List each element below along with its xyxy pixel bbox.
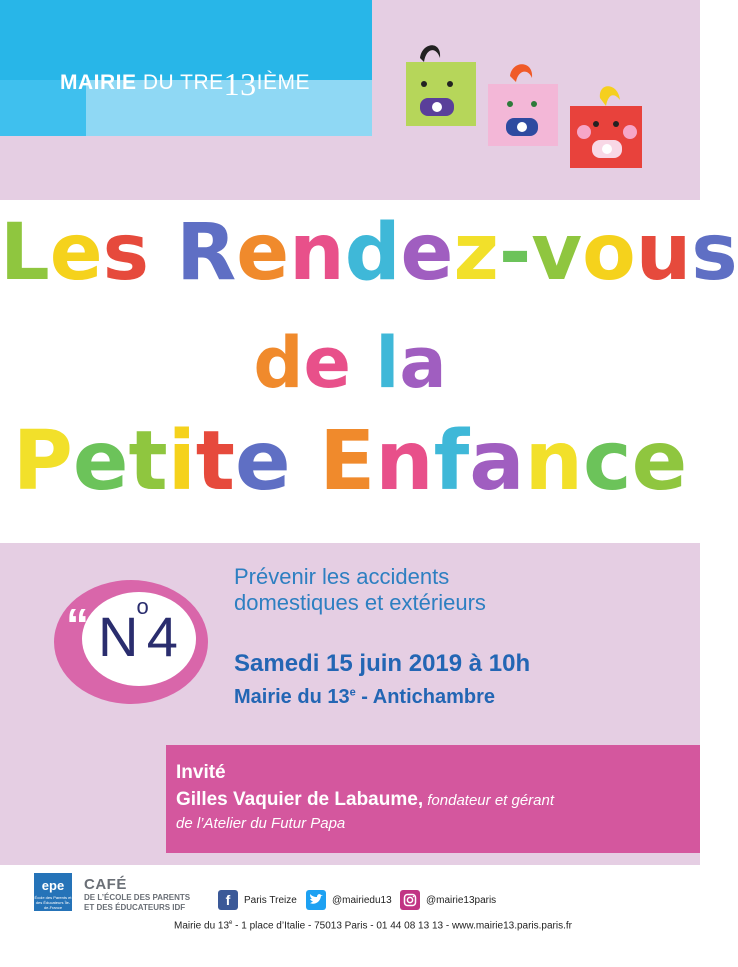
issue-number: $N^o4$ — [98, 594, 176, 668]
title-letter: d — [253, 322, 304, 404]
guest-role: de l’Atelier du Futur Papa — [176, 815, 346, 832]
instagram-link[interactable]: @mairie13paris — [400, 890, 496, 910]
baby-red-icon — [568, 80, 648, 170]
title-letter: P — [12, 414, 73, 509]
title-letter — [351, 322, 375, 404]
title-letter — [149, 208, 176, 298]
title-letter: s — [691, 208, 738, 298]
title-letter: l — [375, 322, 400, 404]
event-place: Mairie du 13e - Antichambre — [234, 686, 496, 708]
title-line-3 — [0, 414, 700, 509]
title-letter: t — [128, 414, 168, 509]
title-letter: n — [289, 208, 345, 298]
title-letter: e — [303, 322, 351, 404]
address-line: Mairie du 13e - 1 place d’Italie - 75013 Paris - 01 44 08 13 13 - www.mairie13.paris.paris.fr — [174, 920, 572, 932]
title-letter: z — [453, 208, 499, 298]
title-letter: d — [344, 208, 401, 298]
title-letter: e — [72, 414, 129, 509]
mairie-logo: MAIRIE DU TRE13IÈME — [60, 66, 310, 102]
guest-name: Gilles Vaquier de Labaume, fondateur et gérant — [176, 789, 555, 810]
title-letter: - — [498, 208, 532, 298]
title-letter: e — [235, 414, 291, 509]
title-letter: c — [583, 414, 632, 509]
guest-heading: Invité — [176, 762, 226, 783]
title-letter: L — [0, 208, 50, 298]
title-line-2 — [0, 322, 700, 404]
event-date: Samedi 15 juin 2019 à 10h — [234, 650, 531, 677]
twitter-link[interactable]: @mairiedu13 — [306, 890, 392, 910]
title-letter: a — [469, 414, 525, 509]
instagram-icon — [400, 890, 420, 910]
title-letter: t — [195, 414, 235, 509]
title-letter: E — [319, 414, 376, 509]
title-letter: u — [635, 208, 692, 298]
title-letter: n — [524, 414, 584, 509]
subject-line-2: domestiques et extérieurs — [234, 590, 486, 615]
quote-mark-icon: “ — [66, 599, 89, 651]
title-letter — [291, 414, 320, 509]
title-letter: f — [433, 414, 470, 509]
facebook-icon: f — [218, 890, 238, 910]
subject-line-1: Prévenir les accidents — [234, 564, 450, 589]
title-letter: n — [375, 414, 434, 509]
cafe-label: CAFÉ DE L’ÉCOLE DES PARENTS ET DES ÉDUCATEURS IDF — [84, 876, 191, 912]
title-letter: i — [167, 414, 196, 509]
title-letter: e — [631, 414, 688, 509]
title-letter: e — [400, 208, 454, 298]
subject — [234, 564, 486, 616]
twitter-icon — [306, 890, 326, 910]
title-letter: e — [236, 208, 290, 298]
title-line-1 — [0, 208, 738, 298]
baby-pink-icon — [484, 58, 564, 150]
guest-box — [166, 745, 700, 853]
facebook-link[interactable]: f Paris Treize — [218, 890, 297, 910]
title-letter: a — [399, 322, 447, 404]
title-letter: R — [176, 208, 237, 298]
epe-logo: epe École des Parents et des Éducateurs Île-de-France — [34, 873, 72, 911]
baby-green-icon — [400, 40, 480, 130]
title-letter: e — [49, 208, 103, 298]
title-letter: v — [531, 208, 583, 298]
title-letter: o — [582, 208, 636, 298]
title-letter: s — [102, 208, 150, 298]
